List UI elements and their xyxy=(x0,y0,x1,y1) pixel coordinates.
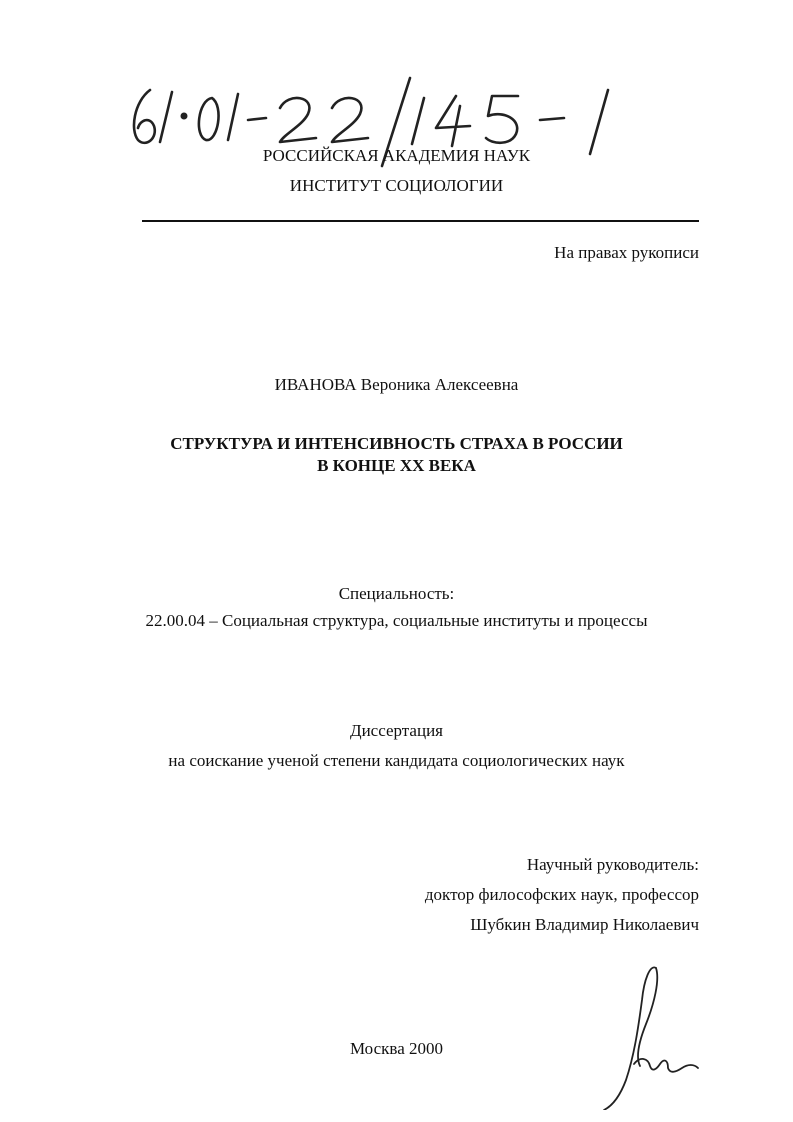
supervisor-degree: доктор философских наук, профессор xyxy=(424,885,699,904)
author-name: ИВАНОВА Вероника Алексеевна xyxy=(274,375,519,394)
supervisor-label: Научный руководитель: xyxy=(526,855,699,874)
city-year: Москва 2000 xyxy=(349,1039,444,1058)
dissertation-label: Диссертация xyxy=(349,721,443,740)
supervisor-name: Шубкин Владимир Николаевич xyxy=(470,915,699,934)
signature xyxy=(590,960,700,1110)
header-divider xyxy=(142,220,699,222)
manuscript-note: На правах рукописи xyxy=(554,243,699,262)
institute-name: ИНСТИТУТ СОЦИОЛОГИИ xyxy=(289,176,504,195)
dissertation-title-line-2: В КОНЦЕ XX ВЕКА xyxy=(317,456,476,475)
dissertation-title-line-1: СТРУКТУРА И ИНТЕНСИВНОСТЬ СТРАХА В РОССИИ xyxy=(170,434,623,453)
specialty-label: Специальность: xyxy=(338,584,455,603)
specialty-value: 22.00.04 – Социальная структура, социальные институты и процессы xyxy=(145,611,648,630)
dissertation-purpose: на соискание ученой степени кандидата социологических наук xyxy=(168,751,625,770)
academy-name: РОССИЙСКАЯ АКАДЕМИЯ НАУК xyxy=(262,146,531,165)
